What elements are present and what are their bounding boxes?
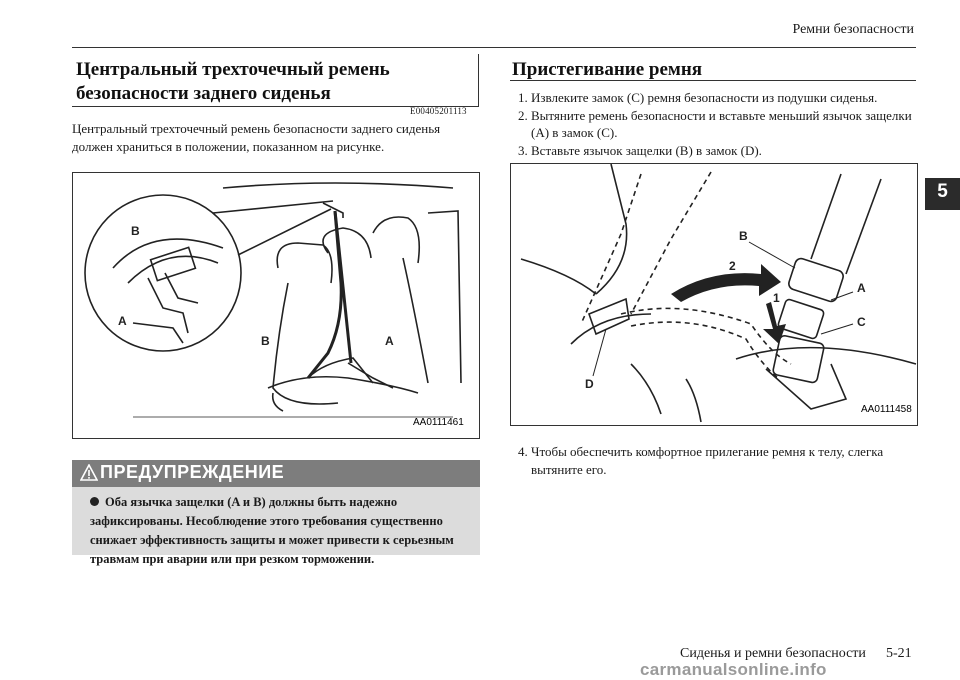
label-a: A	[857, 281, 866, 295]
left-paragraph: Центральный трехточечный ремень безопасности заднего сиденья должен храниться в положении, показанном на рисунке.	[72, 121, 441, 154]
label-b-detail: B	[131, 224, 140, 238]
rear-seat-illustration	[73, 173, 479, 438]
label-a-seat: A	[385, 334, 394, 348]
label-2: 2	[729, 259, 736, 273]
figure-code-left: AA0111461	[413, 417, 464, 428]
label-d: D	[585, 377, 594, 391]
left-section-title-line1: Центральный трехточечный ремень	[76, 59, 390, 80]
figure-code-right: AA0111458	[861, 404, 912, 415]
warning-title: ПРЕДУПРЕЖДЕНИЕ	[100, 462, 285, 482]
buckle-figure	[510, 163, 918, 426]
right-section-title: Пристегивание ремня	[512, 59, 703, 80]
step-3: 3. Вставьте язычок защелки (B) в замок (D).	[518, 142, 762, 158]
chapter-tab	[925, 178, 960, 210]
buckle-illustration	[511, 164, 917, 425]
label-b: B	[739, 229, 748, 243]
left-section-title-line2: безопасности заднего сиденья	[76, 83, 331, 104]
rear-seat-belt-figure	[72, 172, 480, 439]
header-rule	[72, 47, 916, 48]
warning-box	[72, 460, 480, 566]
arrow-2-icon	[671, 264, 781, 302]
step-2: 2. Вытяните ремень безопасности и вставьте меньший язычок защелки (A) в замок (C).	[518, 107, 912, 140]
watermark: carmanualsonline.info	[640, 660, 827, 679]
label-1: 1	[773, 291, 780, 305]
document-code: E00405201113	[410, 106, 467, 116]
arrow-1-icon	[763, 302, 786, 344]
detail-zoom-circle	[85, 195, 241, 351]
label-a-detail: A	[118, 314, 127, 328]
step-1: 1. Извлеките замок (C) ремня безопасности из подушки сиденья.	[518, 90, 878, 105]
bullet-icon	[90, 497, 99, 506]
warning-header	[72, 460, 480, 487]
label-b-seat: B	[261, 334, 270, 348]
warning-text: Оба язычка защелки (A и B) должны быть надежно зафиксированы. Несоблюдение этого требования существенно снижает эффективность защиты и может привести к серьезным травмам при аварии или при резком торможении.	[90, 495, 454, 566]
footer-section: Сиденья и ремни безопасности	[680, 646, 866, 661]
warning-text-block	[90, 493, 472, 569]
page-number: 5-21	[886, 646, 912, 661]
steps-list	[518, 89, 918, 159]
step-4: 4. Чтобы обеспечить комфортное прилегание ремня к телу, слегка вытяните его.	[518, 444, 884, 477]
chapter-number: 5	[937, 181, 948, 202]
label-c: C	[857, 315, 866, 329]
warning-triangle-icon	[80, 464, 98, 482]
running-header: Ремни безопасности	[792, 22, 914, 37]
